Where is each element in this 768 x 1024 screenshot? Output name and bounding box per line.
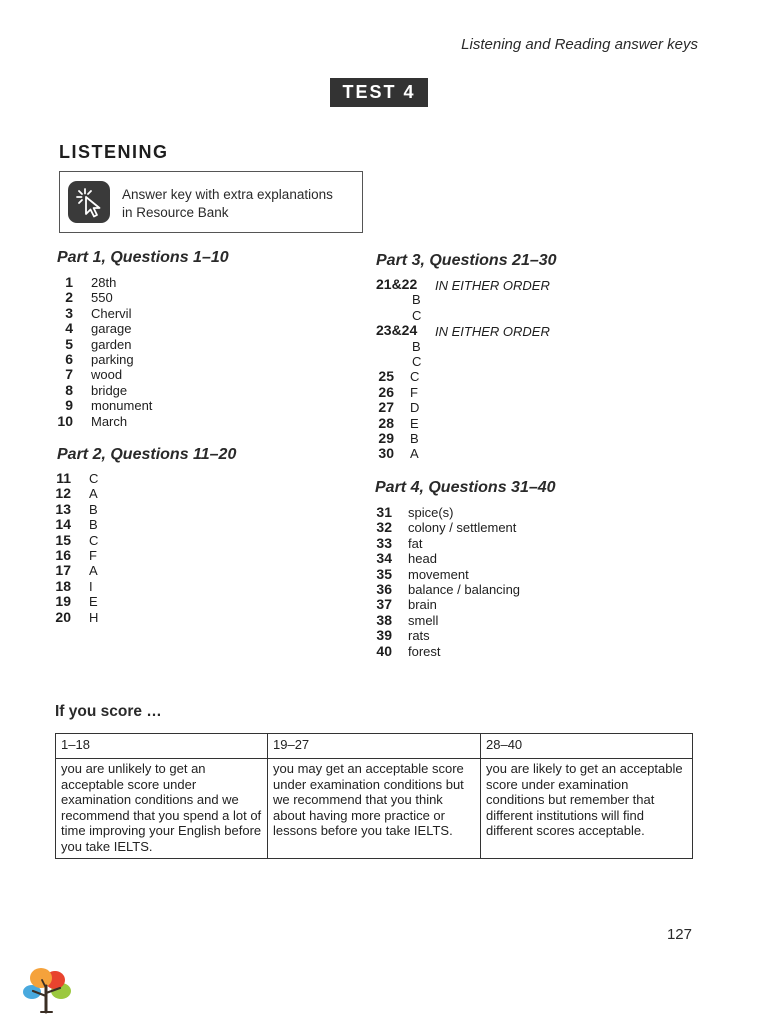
answer-text: monument bbox=[91, 398, 153, 414]
answer-text: garden bbox=[91, 336, 132, 352]
answer-text: smell bbox=[408, 612, 439, 628]
question-number: 13 bbox=[55, 500, 71, 517]
part2-title: Part 2, Questions 11–20 bbox=[57, 446, 237, 463]
either-order-note: IN EITHER ORDER bbox=[435, 324, 550, 340]
score-range-low: 1–18 bbox=[56, 734, 268, 759]
answer-text: B bbox=[412, 292, 421, 308]
score-advice-low: you are unlikely to get an acceptable score under examination conditions and we recommend that you spend a lot of time improving your English before you take IELTS. bbox=[56, 759, 268, 859]
score-heading: If you score … bbox=[55, 703, 162, 720]
question-number: 33 bbox=[376, 534, 392, 551]
resource-text bbox=[122, 186, 360, 222]
answer-text: Chervil bbox=[91, 305, 132, 321]
question-number: 30 bbox=[378, 445, 394, 462]
question-number: 28 bbox=[378, 414, 394, 431]
answer-text: forest bbox=[408, 643, 441, 659]
question-number: 31 bbox=[376, 504, 392, 520]
answer-text: 28th bbox=[91, 275, 117, 290]
cursor-click-icon[interactable] bbox=[68, 181, 110, 223]
question-number: 7 bbox=[65, 366, 73, 383]
score-advice-high: you are likely to get an acceptable score under examination conditions but remember that different institutions will find different scores acceptable. bbox=[481, 759, 693, 859]
question-number: 36 bbox=[376, 580, 392, 597]
question-number: 29 bbox=[378, 429, 394, 446]
question-number: 4 bbox=[65, 320, 73, 337]
answer-text: A bbox=[89, 563, 98, 579]
question-number: 9 bbox=[65, 397, 73, 414]
answer-text: balance / balancing bbox=[408, 581, 521, 597]
answer-text: C bbox=[89, 471, 99, 486]
answer-text: 550 bbox=[91, 290, 113, 306]
question-number: 21&22 bbox=[376, 276, 418, 292]
score-range-high: 28–40 bbox=[481, 734, 693, 759]
tree-logo-icon bbox=[21, 966, 73, 1019]
page-number: 127 bbox=[666, 926, 692, 943]
score-advice-mid: you may get an acceptable score under examination conditions but we recommend that you think about having more practice or lessons before you take IELTS. bbox=[268, 759, 481, 859]
answer-text: D bbox=[410, 400, 420, 416]
question-number: 17 bbox=[55, 562, 71, 579]
question-number: 32 bbox=[376, 519, 392, 536]
question-number: 23&24 bbox=[376, 322, 418, 339]
question-number: 26 bbox=[378, 383, 394, 400]
question-number: 11 bbox=[56, 470, 71, 486]
either-order-note: IN EITHER ORDER bbox=[435, 278, 550, 293]
resource-line-1: Answer key with extra explanations bbox=[122, 187, 333, 202]
answer-text: parking bbox=[91, 351, 134, 367]
answer-text: H bbox=[89, 609, 99, 625]
answer-text: B bbox=[89, 501, 98, 517]
question-number: 20 bbox=[55, 608, 71, 625]
answer-text: rats bbox=[408, 628, 430, 644]
answer-text: E bbox=[89, 594, 98, 610]
question-number: 19 bbox=[55, 593, 71, 610]
question-number: 37 bbox=[376, 596, 392, 613]
answer-text: B bbox=[412, 338, 421, 354]
question-number: 10 bbox=[57, 412, 73, 429]
part3-title: Part 3, Questions 21–30 bbox=[376, 252, 557, 269]
question-number: 8 bbox=[65, 381, 73, 398]
answer-text: A bbox=[89, 486, 98, 502]
score-table bbox=[55, 733, 693, 859]
test-badge: TEST 4 bbox=[330, 78, 428, 107]
answer-text: B bbox=[410, 430, 419, 446]
answer-text: head bbox=[408, 551, 437, 567]
answer-text: C bbox=[412, 307, 422, 323]
answer-text: C bbox=[89, 532, 99, 548]
question-number: 16 bbox=[55, 546, 71, 563]
question-number: 40 bbox=[376, 642, 392, 659]
answer-text: March bbox=[91, 413, 128, 429]
answer-text: fat bbox=[408, 535, 423, 551]
answer-text: A bbox=[410, 446, 419, 462]
answer-text: C bbox=[412, 353, 422, 369]
answer-text: F bbox=[89, 547, 97, 563]
question-number: 6 bbox=[65, 350, 73, 367]
question-number: 1 bbox=[65, 274, 73, 290]
answer-text: C bbox=[410, 369, 420, 385]
question-number: 3 bbox=[65, 304, 73, 321]
question-number: 14 bbox=[55, 516, 71, 533]
answer-text: F bbox=[410, 384, 418, 400]
answer-text: B bbox=[89, 517, 98, 533]
question-number: 12 bbox=[55, 485, 71, 502]
answer-text: I bbox=[89, 578, 93, 594]
question-number: 38 bbox=[376, 611, 392, 628]
question-number: 18 bbox=[55, 577, 71, 594]
question-number: 5 bbox=[65, 335, 73, 352]
answer-text: movement bbox=[408, 566, 469, 582]
answer-text: brain bbox=[408, 597, 437, 613]
part4-title: Part 4, Questions 31–40 bbox=[375, 479, 556, 496]
answer-text: wood bbox=[91, 367, 123, 383]
part1-title: Part 1, Questions 1–10 bbox=[57, 249, 229, 266]
question-number: 27 bbox=[378, 399, 394, 416]
question-number: 35 bbox=[376, 565, 392, 582]
question-number: 2 bbox=[65, 289, 73, 306]
question-number: 34 bbox=[376, 550, 392, 567]
answer-text: spice(s) bbox=[408, 505, 454, 520]
score-range-mid: 19–27 bbox=[268, 734, 481, 759]
question-number: 25 bbox=[378, 368, 394, 385]
question-number: 39 bbox=[376, 627, 392, 644]
resource-line-2: in Resource Bank bbox=[122, 205, 229, 220]
question-number: 15 bbox=[55, 531, 71, 548]
answer-text: bridge bbox=[91, 382, 128, 398]
answer-text: E bbox=[410, 415, 419, 431]
running-head: Listening and Reading answer keys bbox=[461, 36, 698, 53]
section-title: LISTENING bbox=[59, 142, 169, 162]
resource-bank-callout bbox=[59, 171, 363, 233]
answer-text: garage bbox=[91, 321, 132, 337]
answer-text: colony / settlement bbox=[408, 520, 517, 536]
